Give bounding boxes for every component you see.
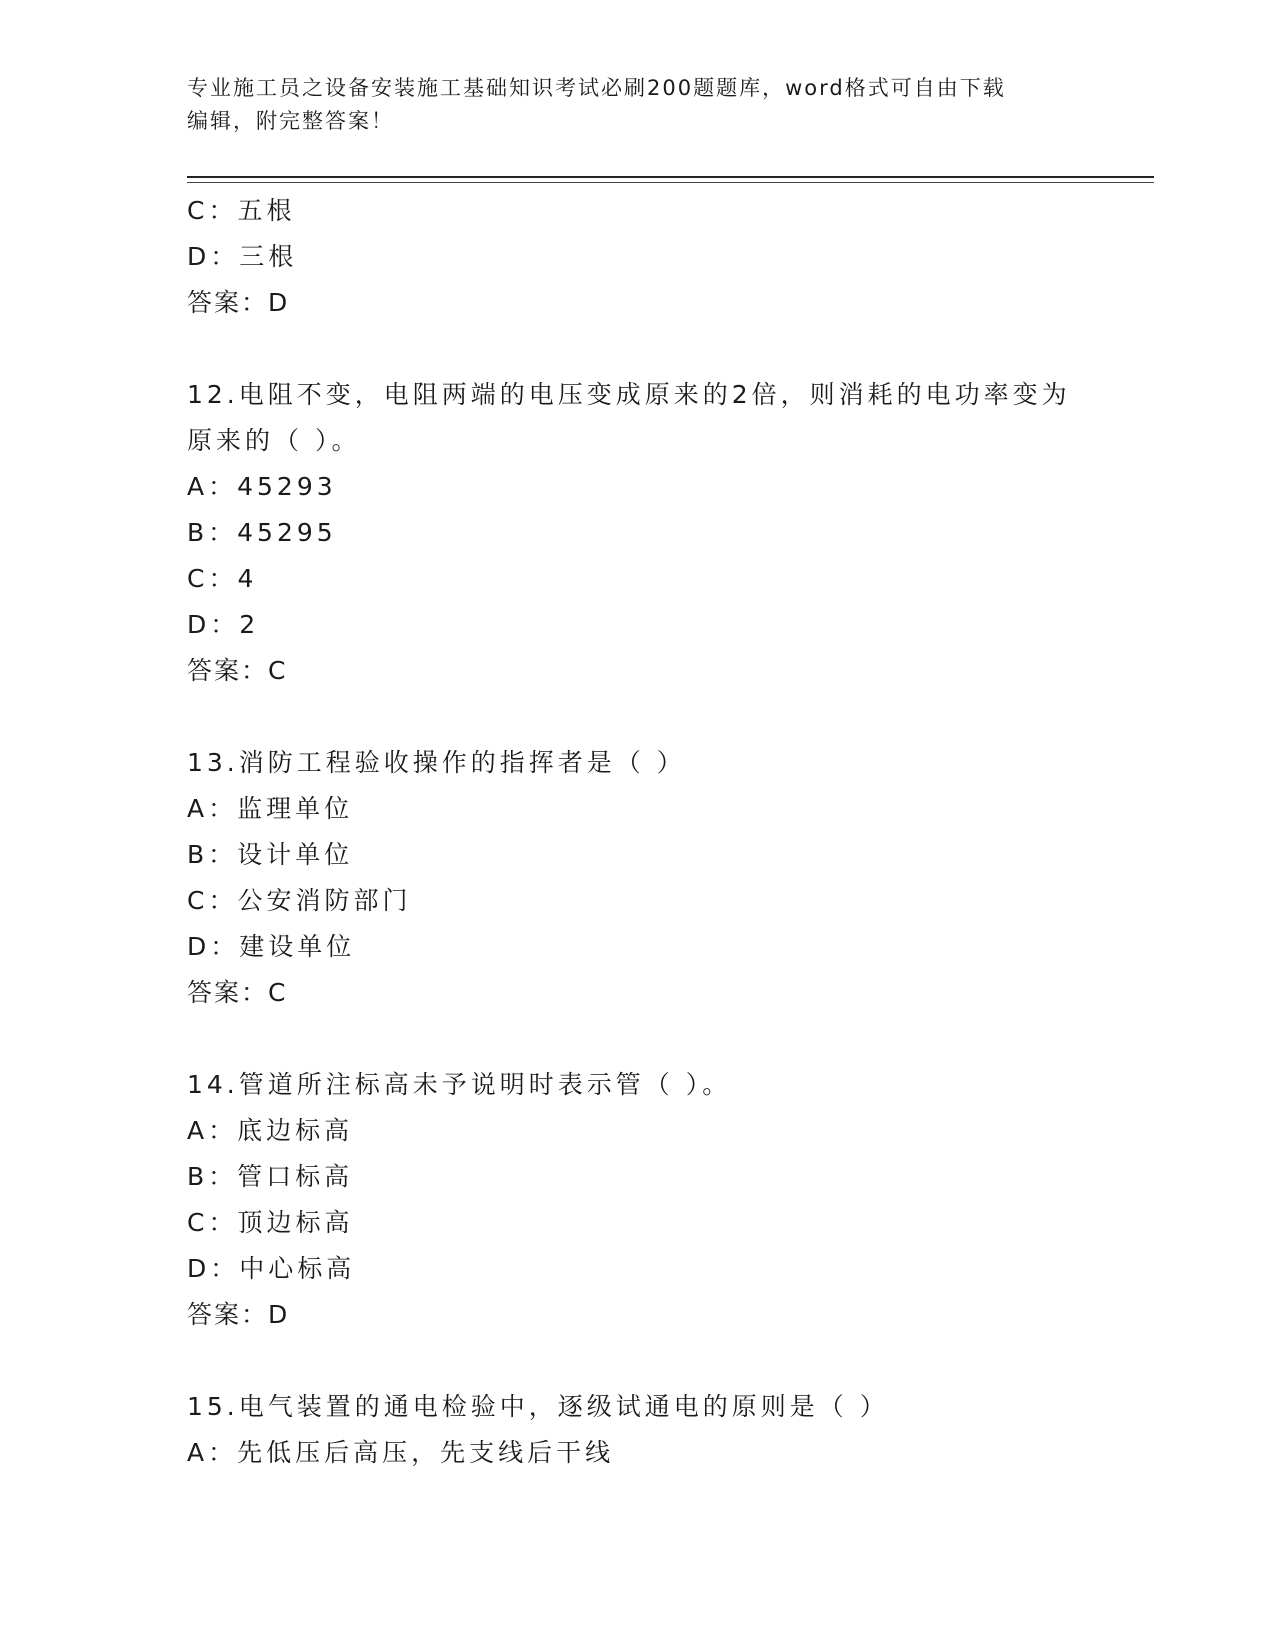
q14-option-a: A：底边标高: [187, 1116, 354, 1145]
q15-stem: 15.电气装置的通电检验中，逐级试通电的原则是（ ）: [187, 1392, 889, 1421]
q15-option-a: A：先低压后高压，先支线后干线: [187, 1438, 615, 1467]
q14-answer: 答案：D: [187, 1300, 290, 1329]
q12-option-c: C：4: [187, 564, 258, 593]
q14-option-c: C：顶边标高: [187, 1208, 354, 1237]
question-14: [187, 1062, 1087, 1338]
q14-option-d: D：中心标高: [187, 1254, 356, 1283]
question-13: [187, 740, 1087, 1016]
q14-stem: 14.管道所注标高未予说明时表示管（ ）。: [187, 1070, 732, 1099]
q12-answer: 答案：C: [187, 656, 288, 685]
spacer: [187, 694, 1087, 740]
q13-option-d: D：建设单位: [187, 932, 356, 961]
spacer: [187, 1338, 1087, 1384]
q13-stem: 13.消防工程验收操作的指挥者是（ ）: [187, 748, 686, 777]
q13-option-a: A：监理单位: [187, 794, 354, 823]
question-12: [187, 372, 1087, 694]
q11-answer: 答案：D: [187, 288, 290, 317]
spacer: [187, 1016, 1087, 1062]
q12-option-b: B：45295: [187, 518, 337, 547]
header-title-line1: 专业施工员之设备安装施工基础知识考试必刷200题题库，word格式可自由下载: [187, 76, 1006, 100]
document-header: [187, 72, 1087, 138]
spacer: [187, 326, 1087, 372]
q13-option-c: C：公安消防部门: [187, 886, 412, 915]
q11-option-c: C：五根: [187, 196, 296, 225]
q13-option-b: B：设计单位: [187, 840, 354, 869]
question-11-tail: [187, 188, 1087, 326]
q12-option-a: A：45293: [187, 472, 337, 501]
q12-option-d: D：2: [187, 610, 260, 639]
header-divider-thick: [187, 176, 1154, 178]
q11-option-d: D：三根: [187, 242, 298, 271]
q14-option-b: B：管口标高: [187, 1162, 354, 1191]
question-15: [187, 1384, 1087, 1476]
header-divider-thin: [187, 182, 1154, 183]
question-list: [187, 188, 1087, 1476]
q13-answer: 答案：C: [187, 978, 288, 1007]
q12-stem-line2: 原来的（ ）。: [187, 426, 361, 455]
q12-stem-line1: 12.电阻不变，电阻两端的电压变成原来的2倍，则消耗的电功率变为: [187, 380, 1071, 409]
header-title-line2: 编辑，附完整答案！: [187, 109, 394, 133]
